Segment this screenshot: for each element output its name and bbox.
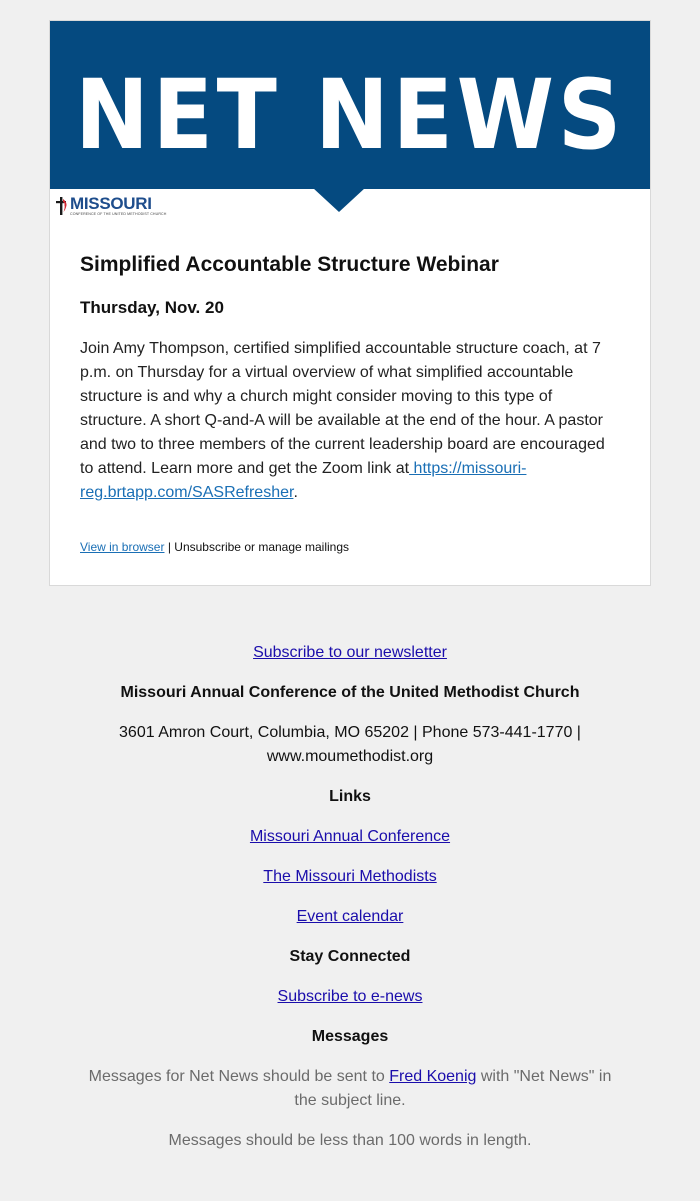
unsubscribe-link[interactable]: Unsubscribe or manage mailings	[174, 540, 350, 554]
subscribe-enews-link[interactable]: Subscribe to e-news	[277, 988, 423, 1005]
links-heading: Links	[329, 788, 371, 805]
fred-koenig-link[interactable]: Fred Koenig	[389, 1068, 477, 1085]
banner-title: NET NEWS	[75, 59, 625, 171]
messages-suffix: with "Net News" in	[476, 1068, 612, 1085]
logo-subtitle: CONFERENCE OF THE UNITED METHODIST CHURCH	[70, 212, 167, 216]
messages-heading: Messages	[311, 1028, 389, 1045]
stay-connected-heading: Stay Connected	[289, 948, 411, 965]
footer-separator: |	[164, 540, 175, 554]
messages-prefix: Messages for Net News should be sent to	[88, 1068, 390, 1085]
view-in-browser-link[interactable]: View in browser	[80, 540, 165, 554]
messages-line-1	[0, 1065, 700, 1089]
org-name: Missouri Annual Conference of the United Methodist Church	[120, 684, 580, 701]
header-banner	[50, 21, 650, 189]
messages-length-note: Messages should be less than 100 words in length.	[168, 1132, 532, 1149]
event-calendar-link[interactable]: Event calendar	[296, 908, 404, 925]
article-date: Thursday, Nov. 20	[80, 298, 224, 317]
missouri-conference-logo	[55, 195, 166, 219]
address-line-2: www.moumethodist.org	[266, 748, 434, 765]
banner-pointer	[313, 188, 365, 212]
link-row	[0, 905, 700, 929]
link-row	[0, 825, 700, 849]
article-title: Simplified Accountable Structure Webinar	[80, 253, 499, 276]
address-line-1: 3601 Amron Court, Columbia, MO 65202 | Phone 573-441-1770 |	[119, 724, 581, 741]
article-body	[80, 337, 620, 505]
card-footer	[80, 540, 349, 554]
logo-wordmark: MISSOURI	[70, 194, 152, 213]
subscribe-enews-row	[0, 985, 700, 1009]
messages-line-2: the subject line.	[294, 1092, 406, 1109]
article-body-text: Join Amy Thompson, certified simplified accountable structure coach, at 7 p.m. on Thursday for a virtual overview of what simplified accountable structure is and why a church might consider moving to this type of structure. A short Q-and-A will be available at the end of the hour. A pastor and two to three members of the current leadership board are encouraged to attend. Learn more and get the Zoom link at	[80, 340, 605, 477]
missouri-methodists-link[interactable]: The Missouri Methodists	[263, 868, 437, 885]
subscribe-newsletter-row	[0, 641, 700, 665]
email-card	[49, 20, 651, 586]
missouri-annual-conference-link[interactable]: Missouri Annual Conference	[249, 828, 451, 845]
article-body-end: .	[293, 484, 298, 501]
registration-link[interactable]: https://missouri-reg.brtapp.com/SASRefresher	[80, 460, 527, 501]
link-row	[0, 865, 700, 889]
cross-flame-icon	[55, 195, 69, 217]
subscribe-newsletter-link[interactable]: Subscribe to our newsletter	[253, 644, 447, 661]
